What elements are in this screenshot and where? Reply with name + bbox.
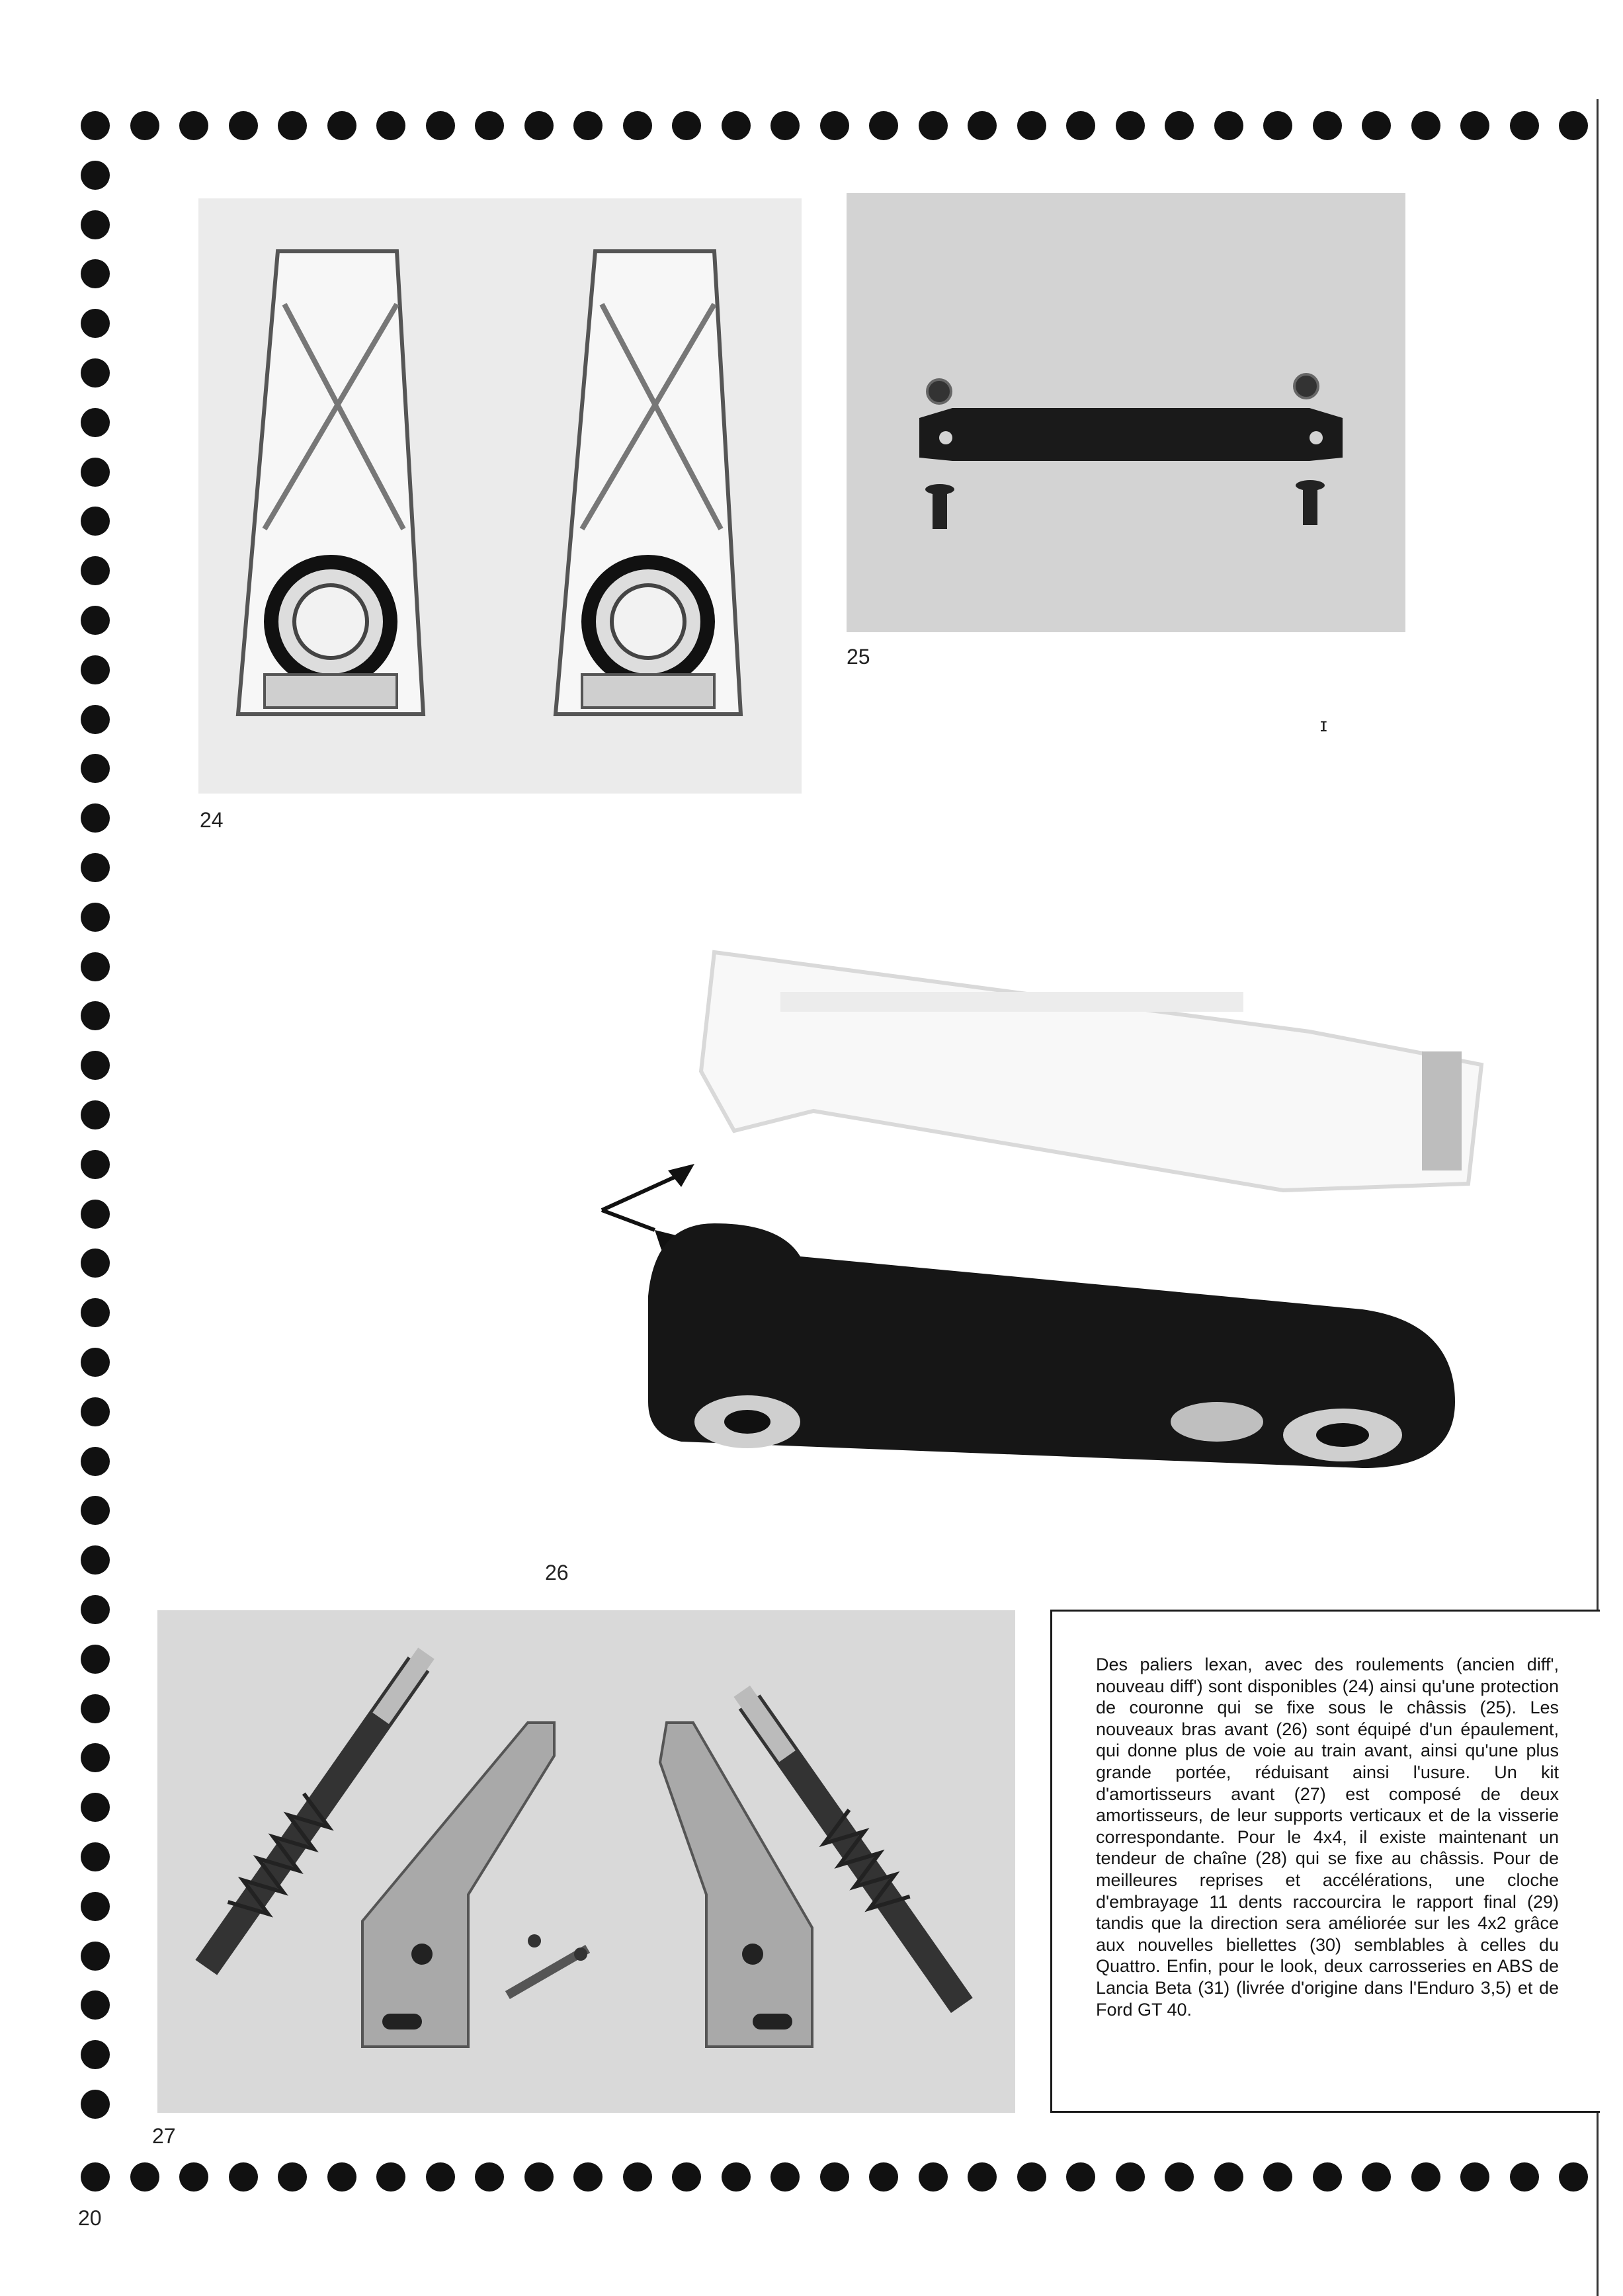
border-dot-left: [81, 1595, 110, 1624]
border-dot-bottom: [278, 2162, 307, 2192]
border-dot-top: [1559, 111, 1588, 140]
border-dot-top: [1362, 111, 1391, 140]
border-dot-left: [81, 655, 110, 684]
border-dot-top: [1165, 111, 1194, 140]
border-dot-top: [722, 111, 751, 140]
border-dot-bottom: [376, 2162, 405, 2192]
border-dot-top: [1263, 111, 1292, 140]
border-dot-bottom: [1066, 2162, 1095, 2192]
border-dot-top: [475, 111, 504, 140]
border-dot-top: [573, 111, 603, 140]
border-dot-bottom: [869, 2162, 898, 2192]
border-dot-bottom: [722, 2162, 751, 2192]
border-dot-top: [919, 111, 948, 140]
border-dot-bottom: [1165, 2162, 1194, 2192]
border-dot-left: [81, 1743, 110, 1772]
border-dot-top: [1510, 111, 1539, 140]
border-dot-left: [81, 1694, 110, 1723]
border-dot-left: [81, 1545, 110, 1575]
border-dot-bottom: [1214, 2162, 1243, 2192]
border-dot-bottom: [820, 2162, 849, 2192]
figure-26-number: 26: [545, 1561, 569, 1584]
photo-24-bearing-carriers: [198, 198, 802, 794]
photo-26-front-arms: [582, 913, 1495, 1547]
border-dot-bottom: [130, 2162, 159, 2192]
photo-25-protection-plate: [847, 193, 1405, 632]
border-dot-bottom: [968, 2162, 997, 2192]
border-dot-left: [81, 1892, 110, 1921]
border-dot-top: [524, 111, 554, 140]
border-dot-left: [81, 358, 110, 388]
border-dot-top: [672, 111, 701, 140]
border-dot-left: [81, 903, 110, 932]
border-dot-left: [81, 1249, 110, 1278]
border-dot-top: [623, 111, 652, 140]
border-dot-top: [130, 111, 159, 140]
article-text-box: [1050, 1610, 1600, 2113]
border-dot-top: [1017, 111, 1046, 140]
border-dot-top: [327, 111, 356, 140]
border-dot-bottom: [1559, 2162, 1588, 2192]
border-dot-left: [81, 1397, 110, 1426]
border-dot-left: [81, 1001, 110, 1030]
border-dot-left: [81, 803, 110, 833]
border-dot-bottom: [1460, 2162, 1489, 2192]
border-dot-bottom: [1362, 2162, 1391, 2192]
page-number: 20: [78, 2206, 102, 2230]
border-dot-left: [81, 1051, 110, 1080]
border-dot-left: [81, 1645, 110, 1674]
border-dot-top: [869, 111, 898, 140]
article-body: Des paliers lexan, avec des roulements (ancien diff', nouveau diff') sont disponibles (24) ainsi qu'une protection de couronne qui se fixe sous le châssis (25). Les nouveaux bras avant (26) sont équipé d'un épaulement, qui donne plus de voie au train avant, ainsi qu'une plus grande portée, réduisant ainsi l'usure. Un kit d'amortisseurs avant (27) est composé de deux amortisseurs, de leur supports verticaux et de la visserie correspondante. Pour le 4x4, il existe maintenant un tendeur de chaîne (28) qui se fixe au châssis. Pour de meilleures reprises et accélérations, une cloche d'embrayage 11 dents raccourcira le rapport final (29) tandis que la direction sera améliorée sur les 4x2 grâce aux nouvelles biellettes (30) semblables à celles du Quattro. Enfin, pour le look, deux carrosseries en ABS de Lancia Beta (31) (livrée d'origine dans l'Enduro 3,5) et de Ford GT 40.: [1096, 1655, 1559, 2020]
border-dot-bottom: [179, 2162, 208, 2192]
border-dot-top: [229, 111, 258, 140]
border-dot-left: [81, 853, 110, 882]
border-dot-top: [81, 111, 110, 140]
border-dot-bottom: [229, 2162, 258, 2192]
border-dot-bottom: [475, 2162, 504, 2192]
border-dot-left: [81, 705, 110, 734]
border-dot-bottom: [573, 2162, 603, 2192]
border-dot-bottom: [327, 2162, 356, 2192]
border-dot-top: [1214, 111, 1243, 140]
figure-27-number: 27: [152, 2124, 176, 2148]
border-dot-bottom: [524, 2162, 554, 2192]
border-dot-bottom: [1510, 2162, 1539, 2192]
border-dot-top: [770, 111, 800, 140]
border-dot-left: [81, 210, 110, 239]
stray-mark: ɪ: [1320, 714, 1327, 736]
border-dot-left: [81, 259, 110, 288]
border-dot-left: [81, 1298, 110, 1327]
border-dot-bottom: [1017, 2162, 1046, 2192]
border-dot-left: [81, 161, 110, 190]
border-dot-bottom: [919, 2162, 948, 2192]
border-dot-bottom: [1313, 2162, 1342, 2192]
border-dot-bottom: [672, 2162, 701, 2192]
border-dot-left: [81, 1100, 110, 1129]
border-dot-bottom: [1116, 2162, 1145, 2192]
border-dot-left: [81, 1447, 110, 1476]
border-dot-top: [179, 111, 208, 140]
figure-25-number: 25: [847, 645, 870, 669]
figure-24-number: 24: [200, 808, 224, 832]
border-dot-top: [1066, 111, 1095, 140]
border-dot-top: [376, 111, 405, 140]
border-dot-bottom: [426, 2162, 455, 2192]
border-dot-bottom: [770, 2162, 800, 2192]
border-dot-left: [81, 2090, 110, 2119]
border-dot-left: [81, 408, 110, 437]
border-dot-bottom: [1263, 2162, 1292, 2192]
border-dot-left: [81, 1150, 110, 1179]
border-dot-left: [81, 1348, 110, 1377]
border-dot-left: [81, 556, 110, 585]
border-dot-bottom: [623, 2162, 652, 2192]
photo-27-shock-kit: [157, 1610, 1015, 2113]
border-dot-left: [81, 458, 110, 487]
border-dot-left: [81, 2040, 110, 2069]
border-dot-bottom: [1411, 2162, 1440, 2192]
border-dot-left: [81, 309, 110, 338]
border-dot-left: [81, 1200, 110, 1229]
border-dot-left: [81, 1842, 110, 1871]
border-dot-top: [1116, 111, 1145, 140]
border-dot-bottom: [81, 2162, 110, 2192]
border-dot-top: [1411, 111, 1440, 140]
border-dot-left: [81, 606, 110, 635]
border-dot-left: [81, 507, 110, 536]
border-dot-top: [968, 111, 997, 140]
border-dot-top: [1313, 111, 1342, 140]
border-dot-top: [820, 111, 849, 140]
border-dot-top: [278, 111, 307, 140]
border-dot-left: [81, 1990, 110, 2020]
border-dot-left: [81, 1496, 110, 1525]
border-dot-top: [426, 111, 455, 140]
border-dot-left: [81, 952, 110, 981]
border-dot-top: [1460, 111, 1489, 140]
border-dot-left: [81, 754, 110, 783]
border-dot-left: [81, 1942, 110, 1971]
border-dot-left: [81, 1793, 110, 1822]
